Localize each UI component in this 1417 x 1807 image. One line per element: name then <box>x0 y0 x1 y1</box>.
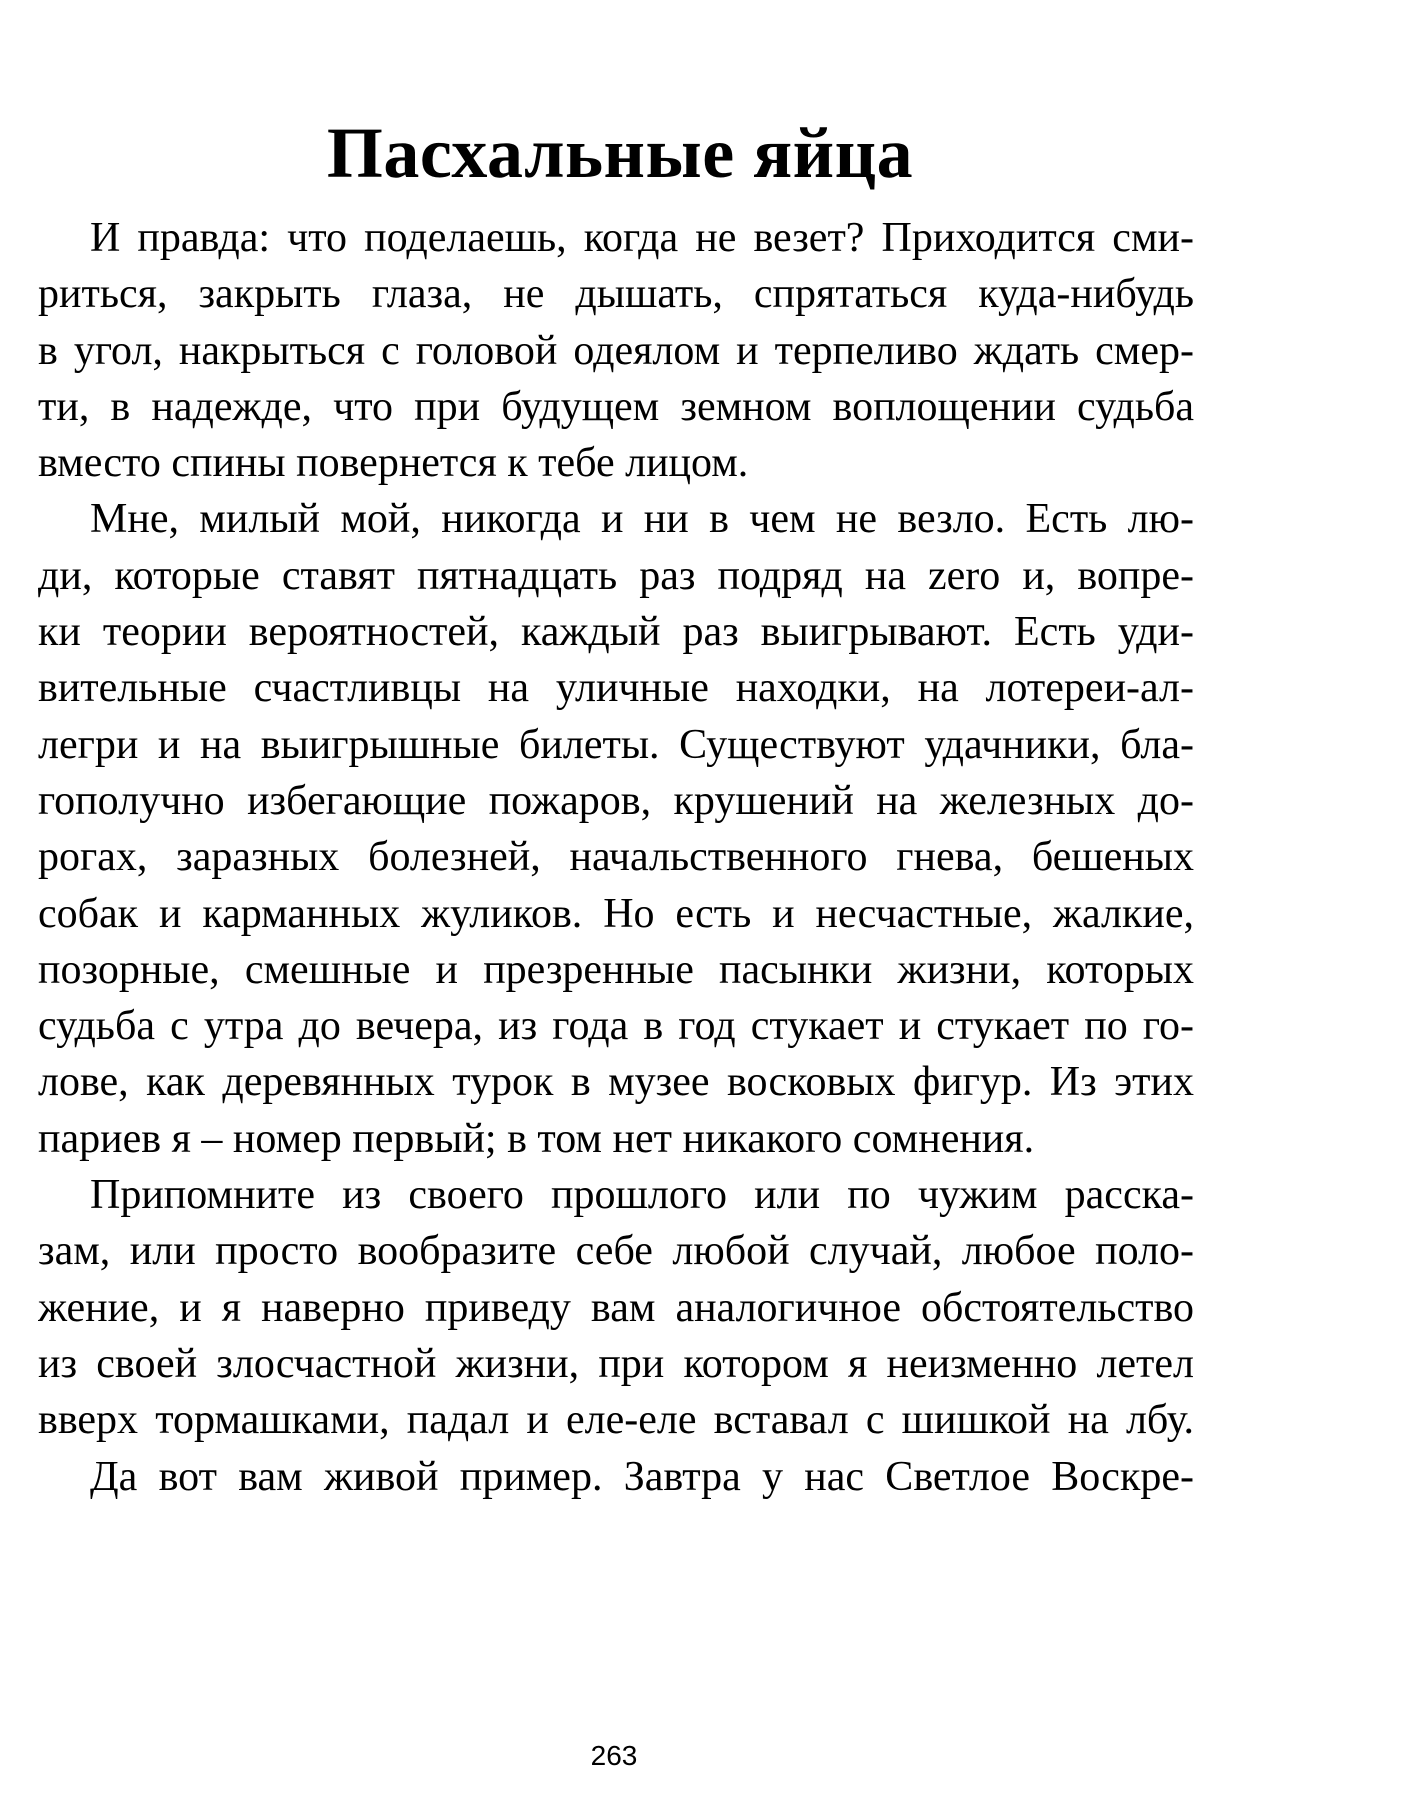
chapter-title: Пасхальные яйца <box>326 113 914 193</box>
text-line: жение, и я наверно приведу вам аналогичное обстоятельство <box>38 1284 1194 1331</box>
text-line: судьба с утра до вечера, из года в год стукает и стукает по го- <box>38 1003 1194 1050</box>
paragraph <box>38 491 1194 1167</box>
text-line: вместо спины повернется к тебе лицом. <box>38 440 749 487</box>
text-line: рогах, заразных болезней, начальственного гнева, бешеных <box>38 834 1194 881</box>
text-line: И правда: что поделаешь, когда не везет? Приходится сми- <box>90 215 1194 261</box>
text-line: гополучно избегающие пожаров, крушений на железных до- <box>38 777 1194 824</box>
text-line: собак и карманных жуликов. Но есть и несчастные, жалкие, <box>38 890 1194 937</box>
text-line: позорные, смешные и презренные пасынки жизни, которых <box>38 946 1194 993</box>
text-line: из своей злосчастной жизни, при котором я неизменно летел <box>38 1340 1194 1387</box>
text-line: Да вот вам живой пример. Завтра у нас Светлое Воскре- <box>90 1453 1194 1500</box>
text-line: ди, которые ставят пятнадцать раз подряд на zero и, вопре- <box>38 552 1194 599</box>
text-line: Припомните из своего прошлого или по чужим расска- <box>90 1172 1194 1219</box>
text-line: вительные счастливцы на уличные находки, на лотереи-ал- <box>38 665 1194 712</box>
paragraph <box>38 210 1194 491</box>
text-line: риться, закрыть глаза, не дышать, спрятаться куда-нибудь <box>38 271 1194 318</box>
text-line: лове, как деревянных турок в музее восковых фигур. Из этих <box>38 1059 1194 1106</box>
paragraph <box>38 1167 1194 1448</box>
paragraph <box>38 1449 1194 1505</box>
text-line: ти, в надежде, что при будущем земном воплощении судьба <box>38 383 1194 430</box>
text-line: зам, или просто вообразите себе любой случай, любое поло- <box>38 1228 1194 1275</box>
text-line: Мне, милый мой, никогда и ни в чем не везло. Есть лю- <box>90 496 1194 543</box>
text-line: в угол, накрыться с головой одеялом и терпеливо ждать смер- <box>38 327 1194 374</box>
text-line: легри и на выигрышные билеты. Существуют удачники, бла- <box>38 721 1194 768</box>
text-line: париев я – номер первый; в том нет никакого сомнения. <box>38 1115 1035 1162</box>
text-line: вверх тормашками, падал и еле-еле вставал с шишкой на лбу. <box>38 1397 1194 1444</box>
text-line: ки теории вероятностей, каждый раз выигрывают. Есть уди- <box>38 609 1194 656</box>
body-text <box>38 210 1194 1505</box>
page-number: 263 <box>590 1740 638 1771</box>
